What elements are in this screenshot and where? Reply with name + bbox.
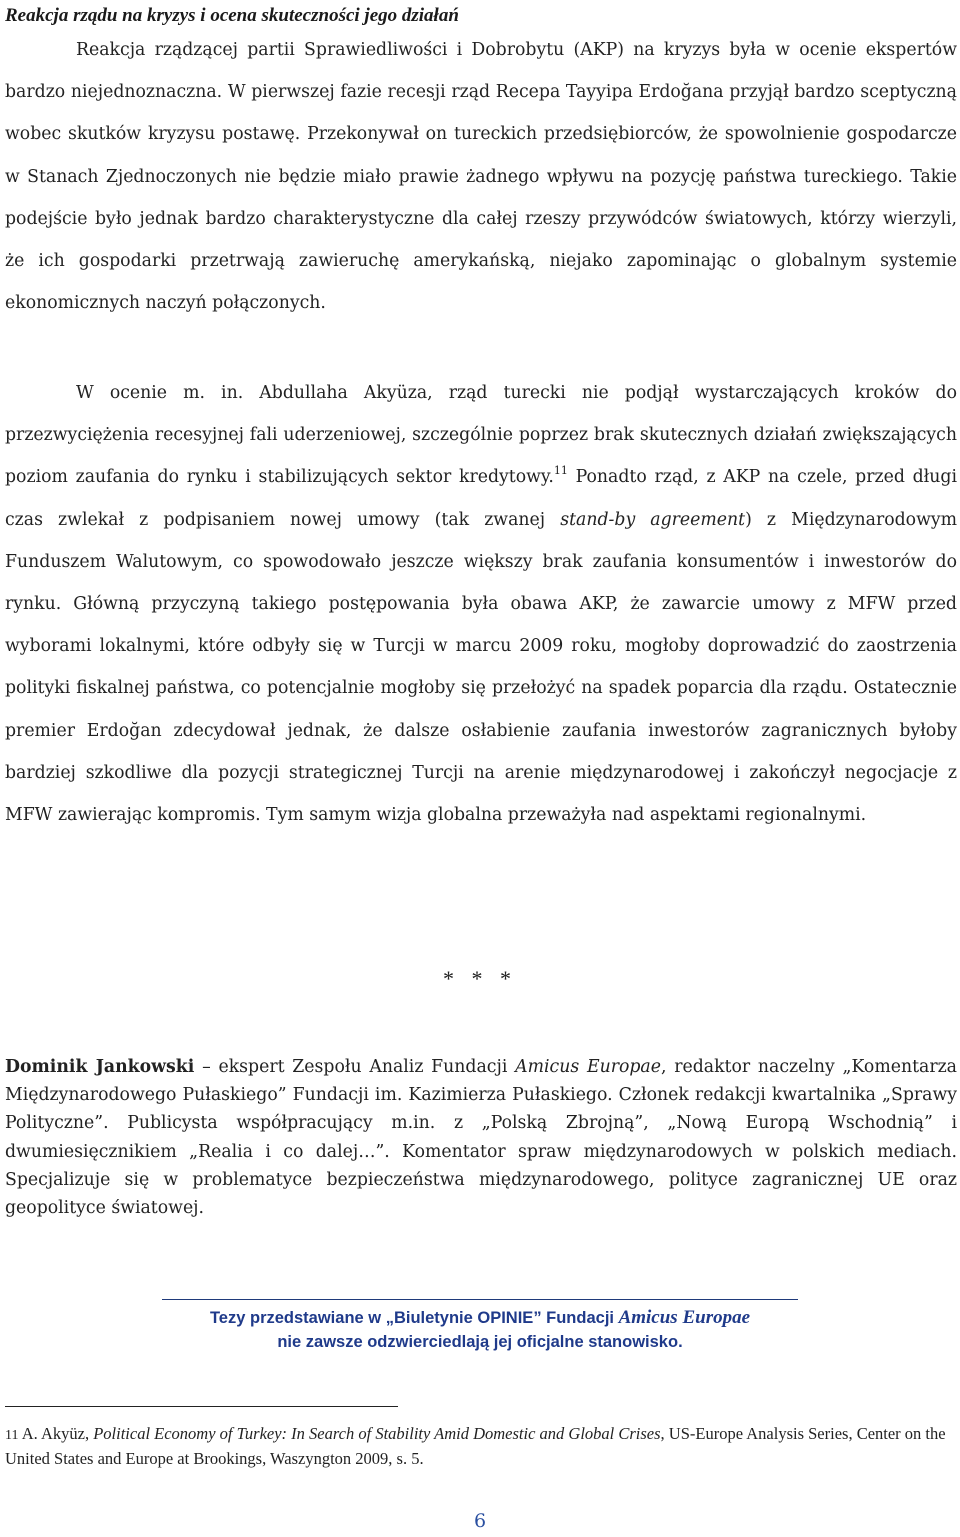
paragraph-2-text-c: ) z Międzynarodowym Funduszem Walutowym, co spowodowało jeszcze większy brak zaufania konsumentów i inwestorów do rynku. Główną przyczyną takiego postępowania była obawa AKP, że zawarcie umowy z MFW przed wyborami lokalnymi, które odbyły się w Turcji w marcu 2009 roku, mogłoby doprowadzić do zaostrzenia polityki fiskalnej państwa, co potencjalnie mogłoby się przełożyć na spadek poparcia dla rządu. Ostatecznie premier Erdoğan zdecydował jednak, że dalsze osłabienie zaufania inwestorów zagranicznych byłoby bardziej szkodliwe dla pozycji strategicznej Turcji na arenie międzynarodowej i zakończył negocjacje z MFW zawierając kompromis. Tym samym wizja globalna przeważyła nad aspektami regionalnymi. (5, 509, 958, 826)
disclaimer-text: Tezy przedstawiane w „Biuletynie OPINIE” Fundacji (209, 1309, 619, 1327)
disclaimer-foundation: Amicus Europae (618, 1307, 751, 1328)
bio-text-a: – ekspert Zespołu Analiz Fundacji (194, 1057, 516, 1077)
footnote-title: Political Economy of Turkey: In Search of Stability Amid Domestic and Global Crises (93, 1424, 661, 1443)
disclaimer (0, 1306, 960, 1354)
paragraph-2 (5, 372, 957, 836)
footnote-author: A. Akyüz, (18, 1424, 94, 1443)
paragraph-2-text-b: Ponadto rząd, z AKP na czele, przed długi czas zwlekał z podpisaniem nowej umowy (tak zwanej (5, 467, 957, 530)
disclaimer-line-1 (0, 1306, 960, 1330)
section-separator: * * * (443, 966, 517, 991)
disclaimer-line-2: nie zawsze odzwierciedlają jej oficjalne stanowisko. (277, 1333, 683, 1351)
disclaimer-divider (162, 1299, 798, 1300)
footnote-number: 11 (5, 1428, 19, 1443)
footnote-reference[interactable]: 11 (553, 464, 568, 478)
bio-text-b: , redaktor naczelny „Komentarza Międzynarodowego Pułaskiego” Fundacji im. Kazimierza Pułaskiego. Członek redakcji kwartalnika „Sprawy Polityczne”. Publicysta współpracujący m.in. z „Polską Zbrojną”, „Nową Europą Wschodnią” i dwumiesięcznikiem „Realia i co dalej…”. Komentator spraw międzynarodowych w polskich mediach. Specjalizuje się w problematyce bezpieczeństwa międzynarodowego, polityce zagranicznej UE oraz geopolityce światowej. (5, 1057, 957, 1219)
paragraph-1: Reakcja rządzącej partii Sprawiedliwości i Dobrobytu (AKP) na kryzys była w ocenie ekspertów bardzo niejednoznaczna. W pierwszej fazie recesji rząd Recepa Tayyipa Erdoğana przyjął bardzo sceptyczną wobec skutków kryzysu postawę. Przekonywał on tureckich przedsiębiorców, że spowolnienie gospodarcze w Stanach Zjednoczonych nie będzie miało prawie żadnego wpływu na pozycję państwa tureckiego. Takie podejście było jednak bardzo charakterystyczne dla całej rzeszy przywódców światowych, którzy wierzyli, że ich gospodarki przetrwają zawieruchę amerykańską, niejako zapominając o globalnym systemie ekonomicznych naczyń połączonych. (5, 40, 957, 314)
footnote-rest: , US-Europe Analysis Series, Center on the United States and Europe at Brookings, Waszyngton 2009, s. 5. (5, 1424, 946, 1468)
footnote-divider (5, 1406, 398, 1407)
foundation-name: Amicus Europae (515, 1057, 661, 1077)
paragraph-2-text-a: W ocenie m. in. Abdullaha Akyüza, rząd turecki nie podjął wystarczających kroków do przezwyciężenia recesyjnej fali uderzeniowej, szczególnie poprzez brak skutecznych działań zwiększających poziom zaufania do rynku i stabilizujących sektor kredytowy. (5, 383, 957, 488)
section-heading: Reakcja rządu na kryzys i ocena skuteczności jego działań (5, 5, 459, 26)
footnote (5, 1422, 957, 1470)
page-number: 6 (473, 1510, 487, 1532)
author-bio (5, 1053, 957, 1222)
author-name: Dominik Jankowski (5, 1057, 195, 1077)
italic-term: stand-by agreement (560, 509, 746, 530)
